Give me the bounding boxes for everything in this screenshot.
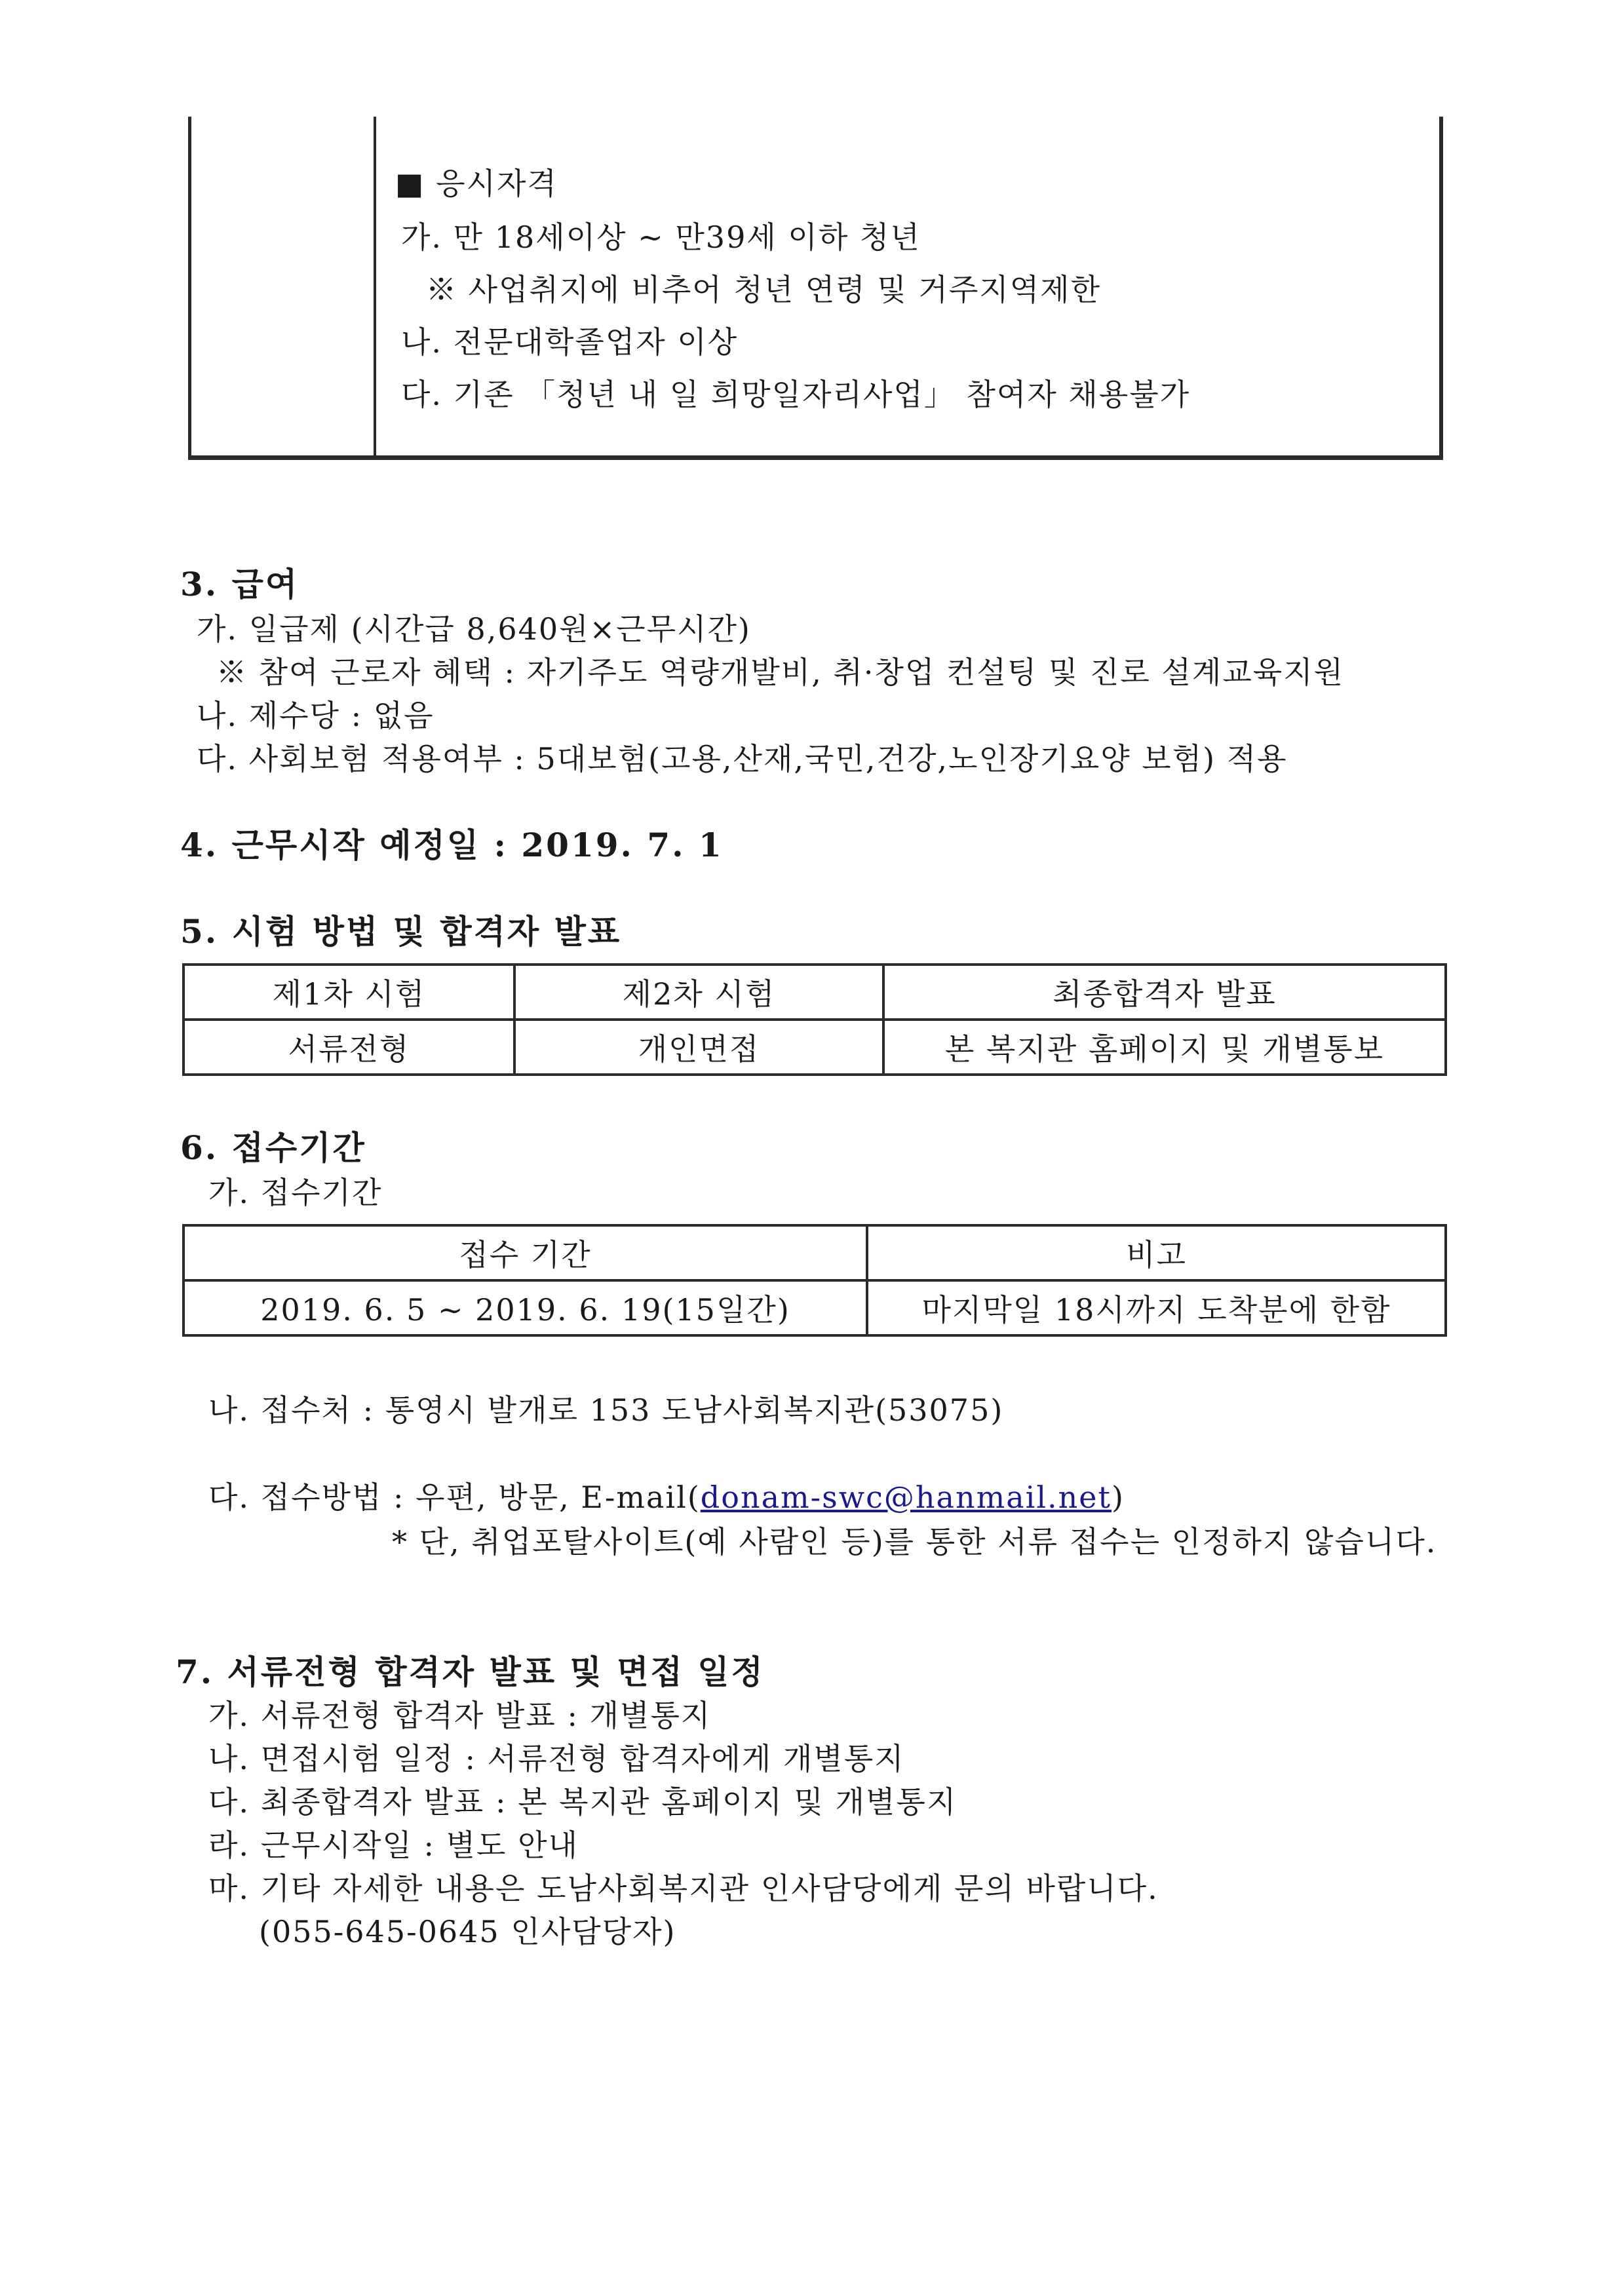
section7-line-document-result: 가. 서류전형 합격자 발표 : 개별통지 — [208, 1698, 712, 1733]
exam-value-second: 개인면접 — [514, 1020, 883, 1075]
reception-place: 나. 접수처 : 통영시 발개로 153 도남사회복지관(53075) — [208, 1392, 1004, 1428]
exam-value-final: 본 복지관 홈페이지 및 개별통보 — [883, 1020, 1446, 1075]
exam-value-first: 서류전형 — [184, 1020, 514, 1075]
qualification-heading: ■ 응시자격 — [395, 166, 558, 201]
section3-line-allowance: 나. 제수당 : 없음 — [197, 698, 435, 733]
section3-line-benefit: ※ 참여 근로자 혜택 : 자기주도 역량개발비, 취·창업 컨설팅 및 진로 설계교육지원 — [216, 655, 1345, 690]
reception-table — [182, 1224, 1447, 1337]
reception-table-value-row — [184, 1280, 1446, 1335]
reception-header-note: 비고 — [867, 1225, 1446, 1280]
section6-title: 6. 접수기간 — [180, 1128, 366, 1167]
reception-value-note: 마지막일 18시까지 도착분에 한함 — [867, 1280, 1446, 1335]
reception-method-suffix: ) — [1112, 1480, 1125, 1515]
exam-table-header-row — [184, 965, 1446, 1020]
qualification-item-exclusion: 다. 기존 「청년 내 일 희망일자리사업」 참여자 채용불가 — [401, 377, 1191, 412]
section3-line-insurance: 다. 사회보험 적용여부 : 5대보험(고용,산재,국민,건강,노인장기요양 보험) 적용 — [197, 741, 1288, 776]
section5-title: 5. 시험 방법 및 합격자 발표 — [180, 912, 622, 951]
reception-header-period: 접수 기간 — [184, 1225, 867, 1280]
reception-method — [208, 1478, 1125, 1517]
reception-method-prefix: 다. 접수방법 : 우편, 방문, E-mail( — [208, 1480, 701, 1515]
section7-line-phone: (055-645-0645 인사담당자) — [259, 1914, 676, 1949]
qualification-box-divider — [374, 117, 376, 455]
section3-title: 3. 급여 — [180, 565, 300, 603]
exam-table-value-row — [184, 1020, 1446, 1075]
exam-header-second: 제2차 시험 — [514, 965, 883, 1020]
qualification-item-age: 가. 만 18세이상 ~ 만39세 이하 청년 — [401, 220, 921, 255]
qualification-item-note: ※ 사업취지에 비추어 청년 연령 및 거주지역제한 — [426, 272, 1102, 307]
section4-title: 4. 근무시작 예정일 : 2019. 7. 1 — [180, 826, 724, 864]
section7-line-start: 라. 근무시작일 : 별도 안내 — [208, 1827, 579, 1863]
exam-header-first: 제1차 시험 — [184, 965, 514, 1020]
qualification-item-education: 나. 전문대학졸업자 이상 — [401, 324, 739, 360]
reception-note: * 단, 취업포탈사이트(예 사람인 등)를 통한 서류 접수는 인정하지 않습니다. — [392, 1524, 1437, 1559]
section6-sub: 가. 접수기간 — [208, 1175, 383, 1210]
section7-line-interview: 나. 면접시험 일정 : 서류전형 합격자에게 개별통지 — [208, 1741, 905, 1776]
exam-table — [182, 963, 1447, 1076]
section7-line-inquiry: 마. 기타 자세한 내용은 도남사회복지관 인사담당에게 문의 바랍니다. — [208, 1871, 1159, 1906]
email-link[interactable]: donam-swc@hanmail.net — [700, 1480, 1112, 1515]
exam-header-final: 최종합격자 발표 — [883, 965, 1446, 1020]
reception-value-period: 2019. 6. 5 ~ 2019. 6. 19(15일간) — [184, 1280, 867, 1335]
section7-title: 7. 서류전형 합격자 발표 및 면접 일정 — [176, 1653, 765, 1691]
reception-table-header-row — [184, 1225, 1446, 1280]
section7-line-final: 다. 최종합격자 발표 : 본 복지관 홈페이지 및 개별통지 — [208, 1784, 957, 1820]
section3-line-wage: 가. 일급제 (시간급 8,640원×근무시간) — [197, 611, 751, 647]
